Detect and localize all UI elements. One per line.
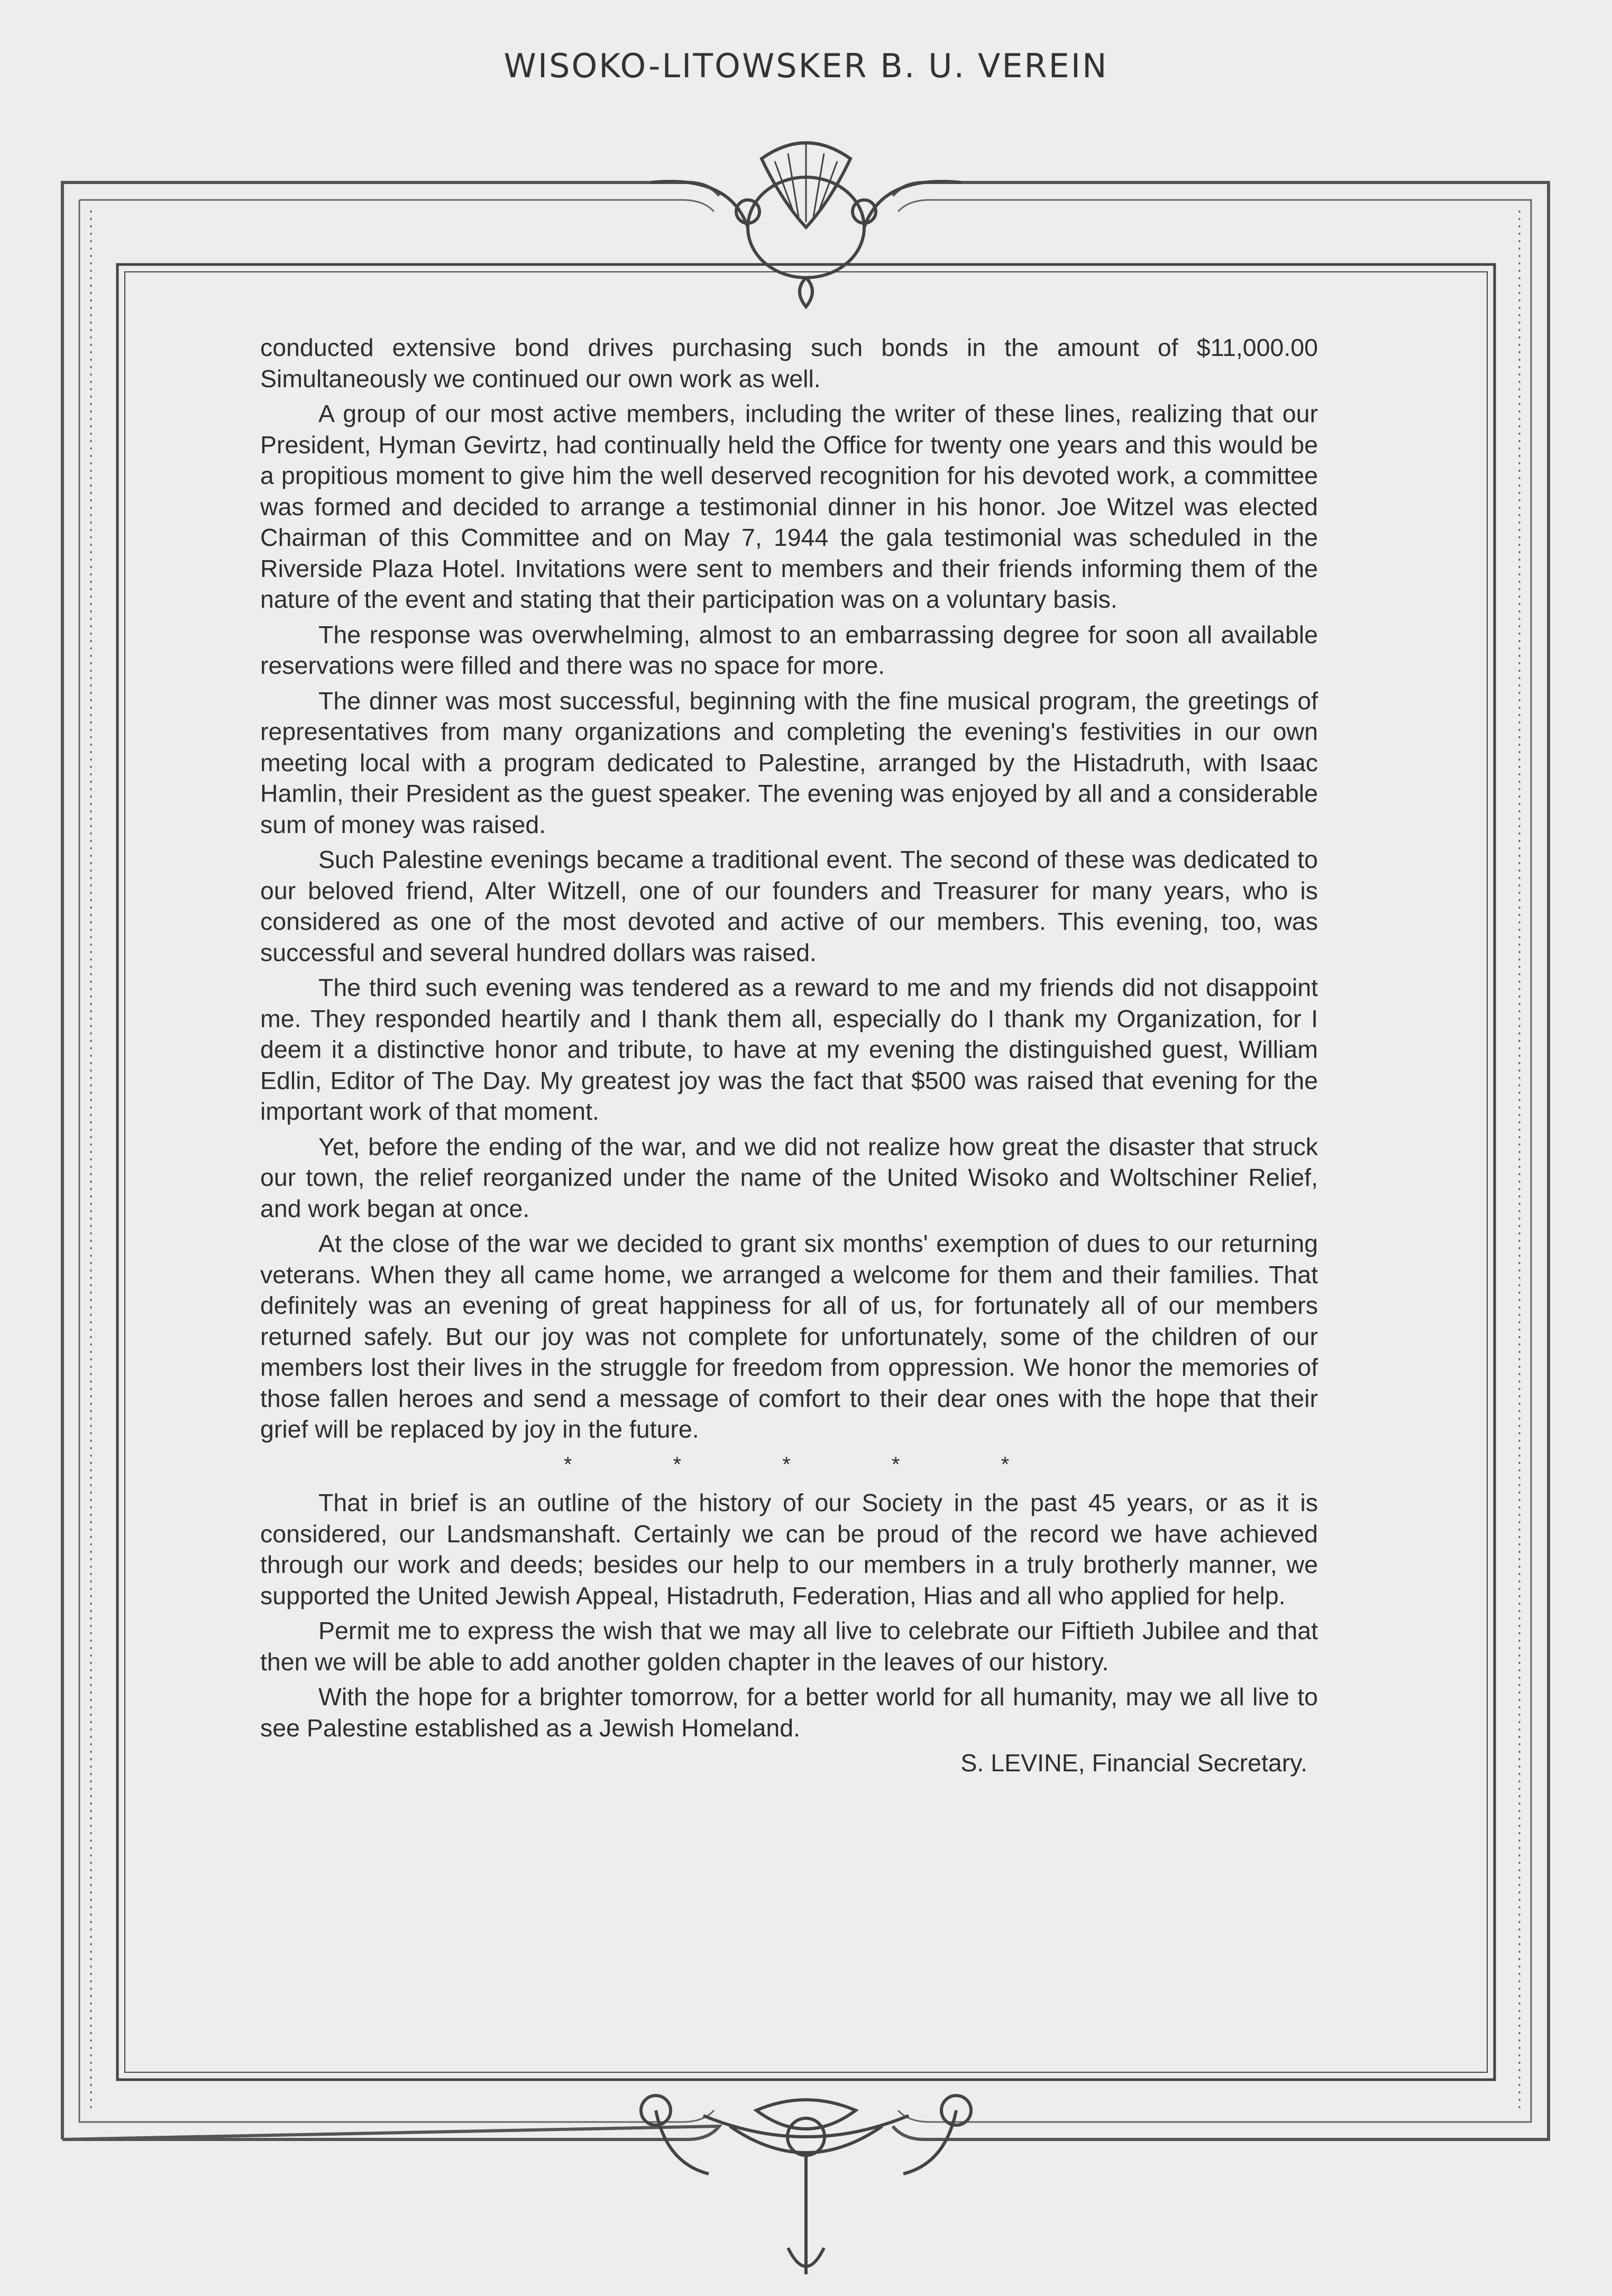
paragraph: Such Palestine evenings became a traditional event. The second of these was dedicated to our beloved friend, Alter Witzell, one of our founders and Treasurer for many years, who is considered as one of the most devoted and active of our members. This evening, too, was successful and several hundred dollars was raised. xyxy=(260,846,1318,966)
paragraph: Permit me to express the wish that we may all live to celebrate our Fiftieth Jubilee and that then we will be able to add another golden chapter in the leaves of our history. xyxy=(260,1617,1318,1676)
paragraph: A group of our most active members, including the writer of these lines, realizing that our President, Hyman Gevirtz, had continually held the Office for twenty one years and this would be a propitious moment to give him the well deserved recognition for his devoted work, a committee was formed and decided to arrange a testimonial dinner in his honor. Joe Witzel was elected Chairman of this Committee and on May 7, 1944 the gala testimonial was scheduled in the Riverside Plaza Hotel. Invitations were sent to members and their friends informing them of the nature of the event and stating that their participation was on a voluntary basis. xyxy=(260,400,1318,613)
page-title: WISOKO-LITOWSKER B. U. VEREIN xyxy=(503,47,1109,85)
paragraph: The third such evening was tendered as a reward to me and my friends did not disappoint me. They responded heartily and I thank them all, especially do I thank my Organization, for I deem it a distinctive honor and tribute, to have at my evening the distinguished guest, William Edlin, Editor of The Day. My greatest joy was the fact that $500 was raised that evening for the important work of that moment. xyxy=(260,974,1318,1125)
paragraph: At the close of the war we decided to grant six months' exemption of dues to our returning veterans. When they all came home, we arranged a welcome for them and their families. That definitely was an evening of great happiness for all of us, for fortunately all of our members returned safely. But our joy was not complete for unfortunately, some of the children of our members lost their lives in the struggle for freedom from oppression. We honor the memories of those fallen heroes and send a message of comfort to their dear ones with the hope that their grief will be replaced by joy in the future. xyxy=(260,1230,1318,1443)
paragraph: That in brief is an outline of the history of our Society in the past 45 years, or as it is considered, our Landsmanshaft. Certainly we can be proud of the record we have achieved through our work and deeds; besides our help to our members in a truly brotherly manner, we supported the United Jewish Appeal, Histadruth, Federation, Hias and all who applied for help. xyxy=(260,1489,1318,1609)
top-ornament-icon xyxy=(651,143,961,307)
paragraph: The dinner was most successful, beginning with the fine musical program, the greetings of representatives from many organizations and completing the evening's festivities in our own meeting local with a program dedicated to Palestine, arranged by the Histadruth, with Isaac Hamlin, their President as the guest speaker. The evening was enjoyed by all and a considerable sum of money was raised. xyxy=(260,687,1318,838)
paragraph: Yet, before the ending of the war, and we did not realize how great the disaster that struck our town, the relief reorganized under the name of the United Wisoko and Woltschiner Relief, and work began at once. xyxy=(260,1132,1318,1222)
signature: S. LEVINE, Financial Secretary. xyxy=(960,1749,1307,1777)
paragraph: With the hope for a brighter tomorrow, for a better world for all humanity, may we all live to see Palestine established as a Jewish Homeland. xyxy=(260,1683,1318,1742)
section-separator: * * * * * xyxy=(563,1452,1057,1476)
paragraph: The response was overwhelming, almost to an embarrassing degree for soon all available reservations were filled and there was no space for more. xyxy=(260,620,1318,679)
bottom-ornament-icon xyxy=(641,2096,971,2274)
document-body xyxy=(260,332,1318,1779)
paragraph: conducted extensive bond drives purchasing such bonds in the amount of $11,000.00 Simultaneously we continued our own work as well. xyxy=(260,334,1318,392)
